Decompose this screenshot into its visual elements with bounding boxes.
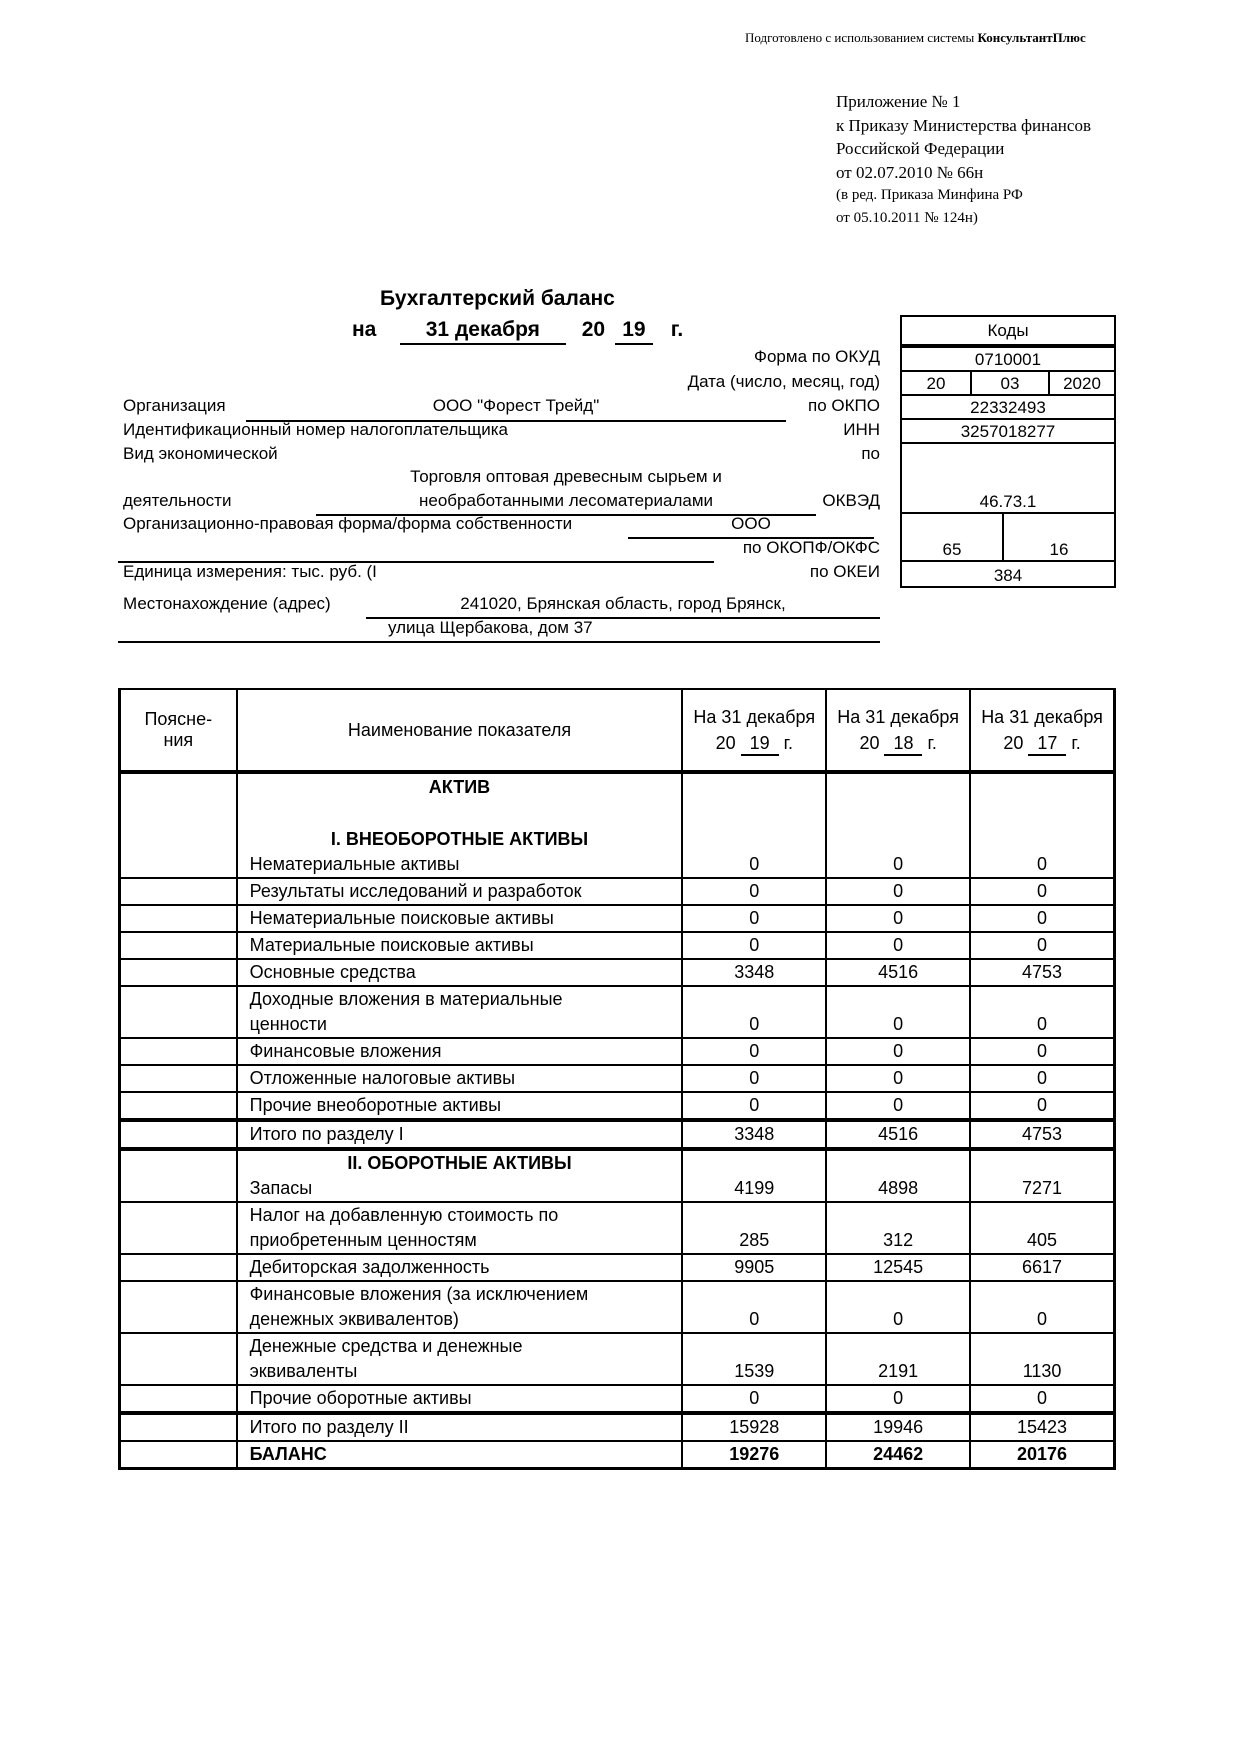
table-row — [120, 1254, 1115, 1281]
row-name: Прочие внеоборотные активы — [237, 1092, 683, 1120]
row-name: Итого по разделу II — [237, 1413, 683, 1441]
code-inn: 3257018277 — [960, 422, 1056, 441]
label-date: Дата (число, месяц, год) — [687, 372, 880, 391]
address-line-1: 241020, Брянская область, город Брянск, — [460, 594, 786, 613]
header-period-2018: На 31 декабря 20 18 г. — [826, 689, 970, 772]
table-row — [120, 1092, 1115, 1120]
row-name: Основные средства — [237, 959, 683, 986]
consultant-brand: КонсультантПлюс — [977, 30, 1086, 45]
row-value: 0 — [970, 1065, 1114, 1092]
row-value: 6617 — [970, 1254, 1114, 1281]
row-value: 4516 — [826, 1120, 970, 1149]
appendix-line: Российской Федерации — [836, 139, 1005, 158]
table-row — [120, 1149, 1115, 1202]
balance-table — [118, 688, 1116, 1470]
table-row — [120, 905, 1115, 932]
activity-value-2: необработанными лесоматериалами — [418, 491, 713, 510]
label-inn: ИНН — [843, 420, 880, 439]
row-value: 0 — [682, 905, 826, 932]
table-row — [120, 1038, 1115, 1065]
table-row-total-section-2 — [120, 1413, 1115, 1441]
address-line-2: улица Щербакова, дом 37 — [388, 618, 593, 637]
report-date — [352, 318, 683, 345]
row-value: 0 — [970, 1038, 1114, 1065]
row-value: 0 — [826, 1385, 970, 1413]
row-value: 0 — [682, 1385, 826, 1413]
row-name: Денежные средства и денежные эквиваленты — [237, 1333, 683, 1385]
code-date-year: 2020 — [1048, 372, 1114, 394]
row-value: 405 — [970, 1202, 1114, 1254]
row-value: 4753 — [970, 959, 1114, 986]
section-1-title: I. ВНЕОБОРОТНЫЕ АКТИВЫ — [330, 829, 589, 849]
row-value: 0 — [826, 1281, 970, 1333]
row-value: 0 — [826, 1065, 970, 1092]
row-name: Финансовые вложения (за исключением денежных эквивалентов) — [237, 1281, 683, 1333]
address-underline-2 — [118, 641, 880, 643]
row-value: 0 — [826, 878, 970, 905]
row-value: 1539 — [682, 1333, 826, 1385]
row-name: Итого по разделу I — [237, 1120, 683, 1149]
legal-form-value: ООО — [731, 514, 771, 533]
appendix-block — [836, 90, 1091, 230]
label-okpo: по ОКПО — [808, 396, 880, 415]
code-okei: 384 — [993, 566, 1023, 585]
row-value: 19276 — [682, 1441, 826, 1469]
row-value: 4753 — [970, 1120, 1114, 1149]
label-po: по — [861, 444, 880, 463]
code-okfs: 16 — [1002, 514, 1114, 560]
appendix-line: к Приказу Министерства финансов — [836, 115, 1091, 135]
date-year: 19 — [615, 318, 653, 345]
row-value: 15423 — [970, 1413, 1114, 1441]
consultant-prefix: Подготовлено с использованием системы — [745, 30, 978, 45]
table-row — [120, 986, 1115, 1038]
label-okei: по ОКЕИ — [809, 562, 880, 581]
row-name: Нематериальные активы — [249, 854, 460, 874]
activity-value-1: Торговля оптовая древесным сырьем и — [410, 467, 722, 486]
appendix-note-line: (в ред. Приказа Минфина РФ — [836, 187, 1023, 203]
row-value: 0 — [826, 932, 970, 959]
table-row — [120, 1065, 1115, 1092]
row-value: 0 — [826, 1038, 970, 1065]
header-indicator-name: Наименование показателя — [237, 689, 683, 772]
label-okud: Форма по ОКУД — [754, 347, 880, 366]
activity-label-1: Вид экономической — [123, 444, 278, 463]
row-value: 0 — [970, 772, 1114, 878]
organization-label: Организация — [123, 396, 226, 415]
row-name: Запасы — [249, 1178, 313, 1198]
table-row — [120, 1385, 1115, 1413]
legal-form-label: Организационно-правовая форма/форма собственности — [123, 514, 573, 533]
row-value: 19946 — [826, 1413, 970, 1441]
appendix-line: Приложение № 1 — [836, 92, 961, 111]
code-okopf: 65 — [942, 540, 962, 559]
row-value: 0 — [970, 878, 1114, 905]
table-row-total-section-1 — [120, 1120, 1115, 1149]
legal-form-underline — [628, 537, 874, 539]
row-value: 0 — [682, 1281, 826, 1333]
row-value: 0 — [826, 1092, 970, 1120]
row-value: 0 — [682, 1038, 826, 1065]
header-notes: Поясне- ния — [120, 689, 237, 772]
table-row — [120, 1202, 1115, 1254]
row-name: Нематериальные поисковые активы — [237, 905, 683, 932]
row-value: 4199 — [682, 1149, 826, 1202]
row-value: 0 — [970, 986, 1114, 1038]
row-value: 20176 — [970, 1441, 1114, 1469]
date-day-month: 31 декабря — [400, 318, 566, 345]
row-value: 4516 — [826, 959, 970, 986]
row-value: 4898 — [826, 1149, 970, 1202]
row-name: Финансовые вложения — [237, 1038, 683, 1065]
activity-label-2: деятельности — [123, 491, 232, 510]
code-okud: 0710001 — [974, 350, 1042, 369]
address-label: Местонахождение (адрес) — [123, 594, 331, 613]
row-value: 7271 — [970, 1149, 1114, 1202]
row-value: 0 — [682, 986, 826, 1038]
row-name: Результаты исследований и разработок — [237, 878, 683, 905]
organization-value: ООО "Форест Трейд" — [432, 396, 600, 415]
date-century: 20 — [581, 318, 606, 341]
row-value: 1130 — [970, 1333, 1114, 1385]
table-row — [120, 932, 1115, 959]
row-name: Доходные вложения в материальные ценности — [237, 986, 683, 1038]
row-name: Налог на добавленную стоимость по приобретенным ценностям — [237, 1202, 683, 1254]
row-value: 0 — [826, 905, 970, 932]
row-value: 0 — [970, 932, 1114, 959]
table-row — [120, 1333, 1115, 1385]
row-value: 285 — [682, 1202, 826, 1254]
header-period-2017: На 31 декабря 20 17 г. — [970, 689, 1114, 772]
row-name: БАЛАНС — [237, 1441, 683, 1469]
code-date-month: 03 — [970, 372, 1048, 394]
appendix-line: от 02.07.2010 № 66н — [836, 162, 984, 182]
header-period-2019: На 31 декабря 20 19 г. — [682, 689, 826, 772]
row-value: 24462 — [826, 1441, 970, 1469]
label-okved: ОКВЭД — [822, 491, 880, 510]
row-value: 12545 — [826, 1254, 970, 1281]
row-value: 3348 — [682, 1120, 826, 1149]
code-date-day: 20 — [926, 374, 946, 393]
row-value: 0 — [826, 772, 970, 878]
row-value: 0 — [682, 1092, 826, 1120]
row-value: 0 — [970, 1092, 1114, 1120]
row-name: Дебиторская задолженность — [237, 1254, 683, 1281]
code-okved: 46.73.1 — [979, 492, 1037, 511]
codes-header: Коды — [987, 320, 1029, 340]
inn-label: Идентификационный номер налогоплательщика — [123, 420, 508, 439]
date-on: на — [352, 318, 377, 341]
row-value: 0 — [682, 772, 826, 878]
table-row — [120, 1281, 1115, 1333]
appendix-note-line: от 05.10.2011 № 124н) — [836, 210, 978, 226]
unit-label: Единица измерения: тыс. руб. (I — [123, 562, 377, 581]
row-name: Материальные поисковые активы — [237, 932, 683, 959]
row-value: 2191 — [826, 1333, 970, 1385]
consultant-note — [745, 30, 1086, 46]
document-title: Бухгалтерский баланс — [380, 287, 615, 310]
row-value: 0 — [970, 1385, 1114, 1413]
date-year-suffix: г. — [670, 318, 684, 341]
row-value: 0 — [682, 1065, 826, 1092]
row-value: 0 — [682, 932, 826, 959]
table-header-row — [120, 689, 1115, 772]
row-name: Прочие оборотные активы — [237, 1385, 683, 1413]
table-row-balance — [120, 1441, 1115, 1469]
row-value: 0 — [970, 905, 1114, 932]
row-name: Отложенные налоговые активы — [237, 1065, 683, 1092]
codes-box — [900, 315, 1116, 588]
section-2-title: II. ОБОРОТНЫЕ АКТИВЫ — [347, 1153, 572, 1173]
row-value: 0 — [826, 986, 970, 1038]
table-row — [120, 772, 1115, 878]
row-value: 312 — [826, 1202, 970, 1254]
label-okopf-okfs: по ОКОПФ/ОКФС — [742, 538, 880, 557]
table-row — [120, 959, 1115, 986]
row-value: 0 — [970, 1281, 1114, 1333]
section-active: АКТИВ — [428, 777, 491, 797]
row-value: 3348 — [682, 959, 826, 986]
code-okpo: 22332493 — [970, 398, 1046, 417]
table-row — [120, 878, 1115, 905]
row-value: 9905 — [682, 1254, 826, 1281]
row-value: 0 — [682, 878, 826, 905]
row-value: 15928 — [682, 1413, 826, 1441]
